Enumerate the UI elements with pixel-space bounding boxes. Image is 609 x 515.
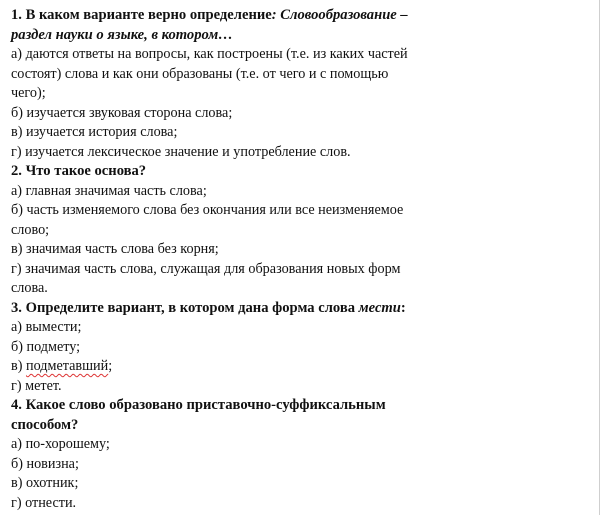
question-3-title-part3: : — [400, 299, 406, 316]
question-3-title-word: мести — [358, 299, 401, 316]
question-4-title-line2: способом? — [11, 416, 79, 433]
question-1-option-a-line1: а) даются ответы на вопросы, как построены (т.е. из каких частей — [11, 46, 408, 62]
question-2-option-b-line1: б) часть изменяемого слова без окончания или все неизменяемое — [11, 202, 404, 218]
question-4-option-b: б) новизна; — [11, 455, 79, 472]
question-3-title — [11, 299, 599, 319]
question-1-title — [11, 6, 599, 26]
question-1-option-d: г) изучается лексическое значение и употребление слов. — [11, 143, 351, 160]
question-3-option-a: а) вымести; — [11, 319, 82, 335]
question-1-title-part1: 1. В каком варианте верно определение — [11, 7, 272, 23]
question-2-option-a: а) главная значимая часть слова; — [11, 182, 207, 199]
question-2-option-b-line2: слово; — [11, 221, 50, 238]
question-4-option-a: а) по-хорошему; — [11, 436, 110, 452]
question-1-option-a-line3: чего); — [11, 85, 46, 101]
question-3-option-b: б) подмету; — [11, 338, 81, 355]
question-3-title-part1: 3. Определите вариант, в котором дана форма слова — [11, 299, 359, 316]
question-1-option-a-line2: состоят) слова и как они образованы (т.е. от чего и с помощью — [11, 65, 389, 82]
question-3-option-d: г) метет. — [11, 377, 62, 394]
question-1-title-part2: : Словообразование – — [271, 7, 408, 23]
question-2-option-d-line1: г) значимая часть слова, служащая для образования новых форм — [11, 260, 401, 277]
question-2-title: 2. Что такое основа? — [11, 163, 147, 179]
question-3-option-c-prefix: в) — [11, 358, 26, 374]
question-3-option-c-suffix: ; — [108, 358, 113, 374]
question-2-option-c: в) значимая часть слова без корня; — [11, 241, 219, 257]
question-4-title-line1: 4. Какое слово образовано приставочно-суффиксальным — [11, 397, 386, 413]
question-3-option-c — [11, 357, 599, 377]
question-4-option-d: г) отнести. — [11, 494, 77, 511]
question-1-title-part3: раздел науки о языке, в котором… — [11, 26, 233, 43]
spellcheck-underlined-word: подметавший — [25, 358, 109, 374]
question-1-option-b: б) изучается звуковая сторона слова; — [11, 104, 233, 121]
question-1-option-c: в) изучается история слова; — [11, 124, 178, 140]
question-1-title-cont — [11, 26, 599, 46]
question-4-option-c: в) охотник; — [11, 475, 79, 491]
question-2-option-d-line2: слова. — [11, 280, 48, 296]
